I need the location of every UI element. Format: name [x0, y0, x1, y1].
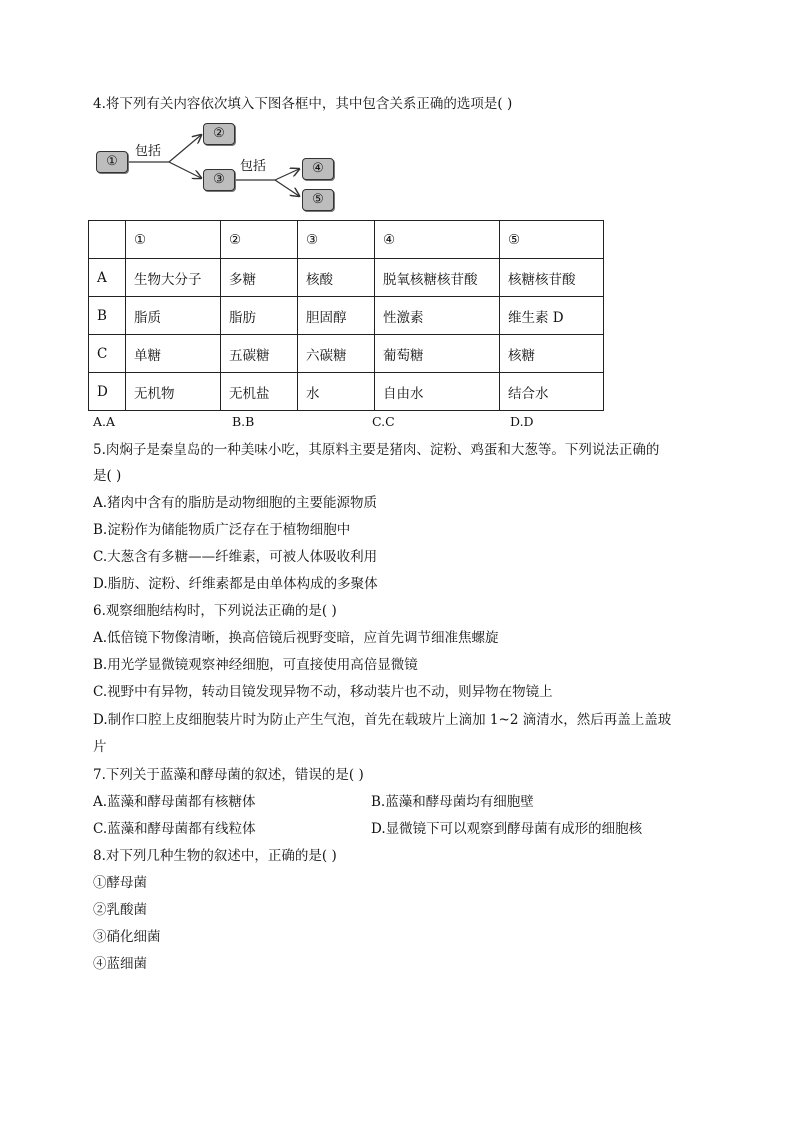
q6-stem: 6.观察细胞结构时，下列说法正确的是( ) — [93, 603, 337, 619]
diagram-box-3: ③ — [203, 169, 235, 191]
arrow-to-box-2 — [169, 135, 201, 162]
table-cell: B — [89, 297, 126, 335]
table-cell: 结合水 — [500, 373, 604, 411]
q7-stem: 7.下列关于蓝藻和酵母菌的叙述，错误的是( ) — [93, 767, 364, 783]
q8-item-3: ③硝化细菌 — [93, 929, 161, 945]
table-row — [89, 297, 604, 335]
table-cell: 水 — [298, 373, 375, 411]
q4-answer-c: C.C — [372, 414, 395, 429]
table-cell: 无机物 — [126, 373, 221, 411]
table-row — [89, 259, 604, 297]
arrow-to-box-5 — [275, 180, 299, 196]
q6-option-c: C.视野中有异物，转动目镜发现异物不动，移动装片也不动，则异物在物镜上 — [93, 684, 553, 700]
table-cell: 性激素 — [375, 297, 500, 335]
table-cell: 五碳糖 — [221, 335, 298, 373]
diagram-label-include-2: 包括 — [240, 159, 267, 174]
diagram-label-include-1: 包括 — [135, 144, 162, 159]
table-cell: A — [89, 259, 126, 297]
arrow-to-box-4 — [275, 169, 299, 180]
table-cell: ② — [221, 221, 298, 259]
diagram-box-2: ② — [203, 123, 235, 145]
q5-stem-line-2: 是( ) — [93, 468, 122, 484]
q7-option-d: D.显微镜下可以观察到酵母菌有成形的细胞核 — [371, 821, 643, 837]
table-row — [89, 373, 604, 411]
table-cell: 维生素 D — [500, 297, 604, 335]
q6-option-a: A.低倍镜下物像清晰，换高倍镜后视野变暗，应首先调节细准焦螺旋 — [93, 630, 499, 646]
q7-option-a: A.蓝藻和酵母菌都有核糖体 — [93, 794, 256, 810]
q5-option-d: D.脂肪、淀粉、纤维素都是由单体构成的多聚体 — [93, 576, 378, 592]
q6-option-d: D.制作口腔上皮细胞装片时为防止产生气泡，首先在载玻片上滴加 1~2 滴清水，然后再盖上盖玻 — [93, 712, 672, 728]
q5-option-c: C.大葱含有多糖——纤维素，可被人体吸收利用 — [93, 549, 378, 565]
q8-stem: 8.对下列几种生物的叙述中，正确的是( ) — [93, 848, 337, 864]
table-cell: 生物大分子 — [126, 259, 221, 297]
table-cell: 自由水 — [375, 373, 500, 411]
table-header-row — [89, 221, 604, 259]
q7-option-b: B.蓝藻和酵母菌均有细胞壁 — [371, 794, 534, 810]
table-cell: C — [89, 335, 126, 373]
table-cell: ④ — [375, 221, 500, 259]
table-cell — [89, 221, 126, 259]
q5-option-a: A.猪肉中含有的脂肪是动物细胞的主要能源物质 — [93, 495, 378, 511]
diagram-box-4: ④ — [302, 158, 334, 180]
q8-item-4: ④蓝细菌 — [93, 956, 147, 972]
diagram-box-1: ① — [96, 151, 128, 173]
q5-stem-line-1: 5.肉焖子是秦皇岛的一种美味小吃，其原料主要是猪肉、淀粉、鸡蛋和大葱等。下列说法正确的 — [93, 442, 660, 458]
table-cell: 六碳糖 — [298, 335, 375, 373]
q4-stem: 4.将下列有关内容依次填入下图各框中，其中包含关系正确的选项是( ) — [93, 96, 513, 112]
table-cell: 胆固醇 — [298, 297, 375, 335]
table-cell: 核酸 — [298, 259, 375, 297]
table-cell: 核糖核苷酸 — [500, 259, 604, 297]
table-cell: ③ — [298, 221, 375, 259]
q7-option-c: C.蓝藻和酵母菌都有线粒体 — [93, 821, 256, 837]
q6-option-b: B.用光学显微镜观察神经细胞，可直接使用高倍显微镜 — [93, 657, 418, 673]
q4-answer-b: B.B — [232, 414, 255, 429]
table-cell: ⑤ — [500, 221, 604, 259]
table-cell: 单糖 — [126, 335, 221, 373]
q8-item-2: ②乳酸菌 — [93, 902, 147, 918]
table-cell: 脂肪 — [221, 297, 298, 335]
q4-answer-d: D.D — [510, 414, 534, 429]
table-cell: 多糖 — [221, 259, 298, 297]
table-cell: D — [89, 373, 126, 411]
arrow-to-box-3 — [169, 162, 201, 178]
table-cell: 无机盐 — [221, 373, 298, 411]
table-cell: ① — [126, 221, 221, 259]
table-cell: 脱氧核糖核苷酸 — [375, 259, 500, 297]
table-cell: 核糖 — [500, 335, 604, 373]
q4-options-table — [88, 220, 604, 411]
q6-option-d-continued: 片 — [93, 739, 107, 755]
q8-item-1: ①酵母菌 — [93, 875, 147, 891]
diagram-box-5: ⑤ — [302, 189, 334, 211]
table-cell: 葡萄糖 — [375, 335, 500, 373]
inclusion-diagram — [93, 118, 353, 218]
q4-answer-a: A.A — [93, 414, 116, 429]
table-cell: 脂质 — [126, 297, 221, 335]
table-row — [89, 335, 604, 373]
q5-option-b: B.淀粉作为储能物质广泛存在于植物细胞中 — [93, 522, 351, 538]
